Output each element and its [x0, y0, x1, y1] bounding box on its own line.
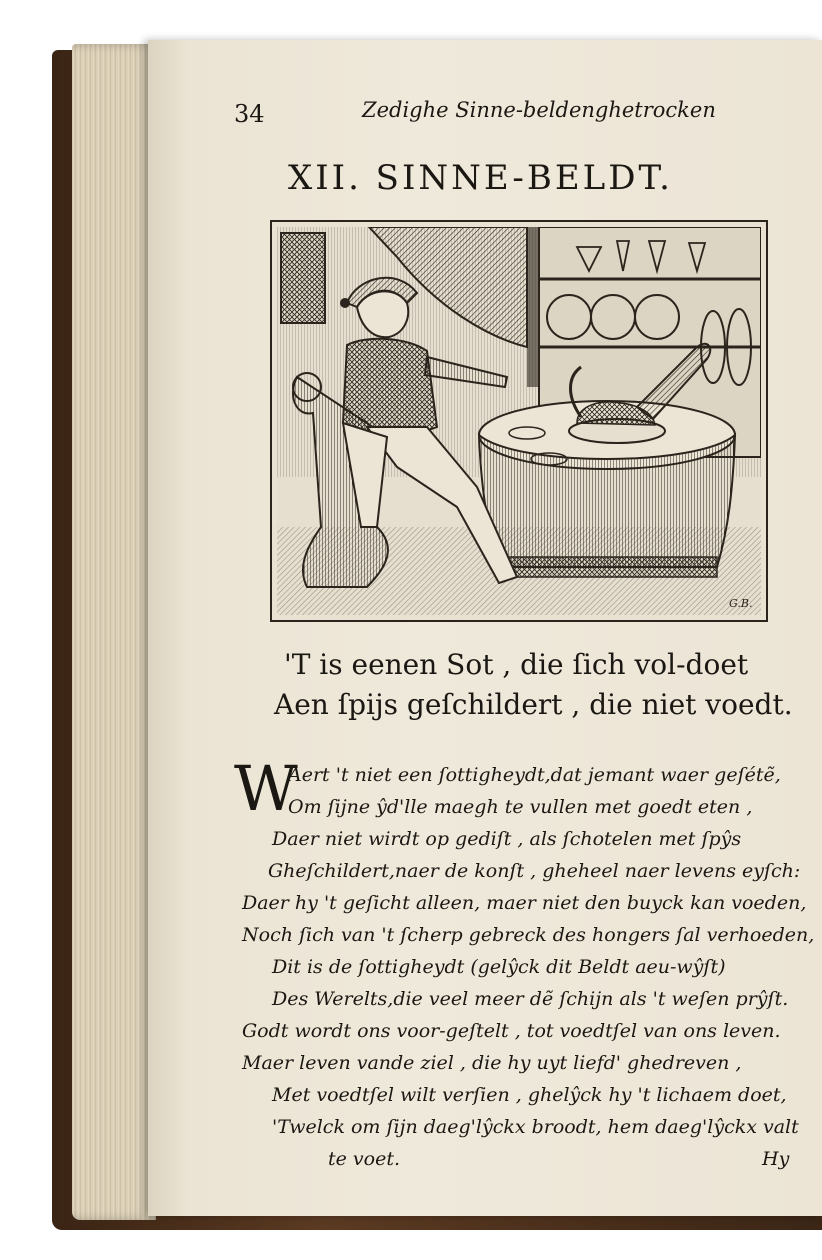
verse-line: Met voedtſel wilt verſien , ghelŷck hy 't lichaem doet, [272, 1084, 787, 1106]
engraving-illustration [277, 227, 761, 615]
running-head: Zedighe Sinne-beldenghetrocken [362, 98, 716, 122]
page-edges [72, 44, 156, 1220]
engraving-frame [270, 220, 768, 622]
verse-line: Noch ſich van 't ſcherp gebreck des hongers ſal verhoeden, [242, 924, 815, 946]
verse-line: Aert 't niet een ſottigheydt,dat jemant waer geſétẽ, [288, 764, 781, 786]
window [281, 233, 325, 323]
emblem-heading: XII. SINNE-BELDT. [288, 158, 673, 198]
verse-line: Des Werelts,die veel meer dẽ ſchijn als 't weſen prŷſt. [272, 988, 789, 1010]
motto-line-1: 'T is eenen Sot , die ſich vol-doet [284, 648, 749, 681]
verse-line: Om ſijne ŷd'lle maegh te vullen met goedt eten , [288, 796, 753, 818]
verse-line: Gheſchildert,naer de konſt , gheheel naer levens eyſch: [268, 860, 801, 882]
catchword: Hy [762, 1148, 790, 1170]
verse-line: Maer leven vande ziel , die hy uyt liefd' ghedreven , [242, 1052, 742, 1074]
motto-line-2: Aen ſpijs geſchildert , die niet voedt. [274, 688, 793, 721]
verse-line: Godt wordt ons voor-geſtelt , tot voedtſel van ons leven. [242, 1020, 781, 1042]
verse-line: Daer hy 't geſicht alleen, maer niet den buyck kan voeden, [242, 892, 807, 914]
verse-line: Daer niet wirdt op gediſt , als ſchotelen met ſpŷs [272, 828, 742, 850]
page-number: 34 [234, 100, 265, 128]
verse-line: Dit is de ſottigheydt (gelŷck dit Beldt aeu-wŷſt) [272, 956, 726, 978]
engraver-signature: G.B. [729, 597, 753, 610]
verse-line: 'Twelck om ſijn daeg'lŷckx broodt, hem daeg'lŷckx valt [272, 1116, 799, 1138]
drop-capital: W [234, 752, 298, 825]
book-page [148, 40, 822, 1216]
verse-line: te voet. [328, 1148, 401, 1170]
